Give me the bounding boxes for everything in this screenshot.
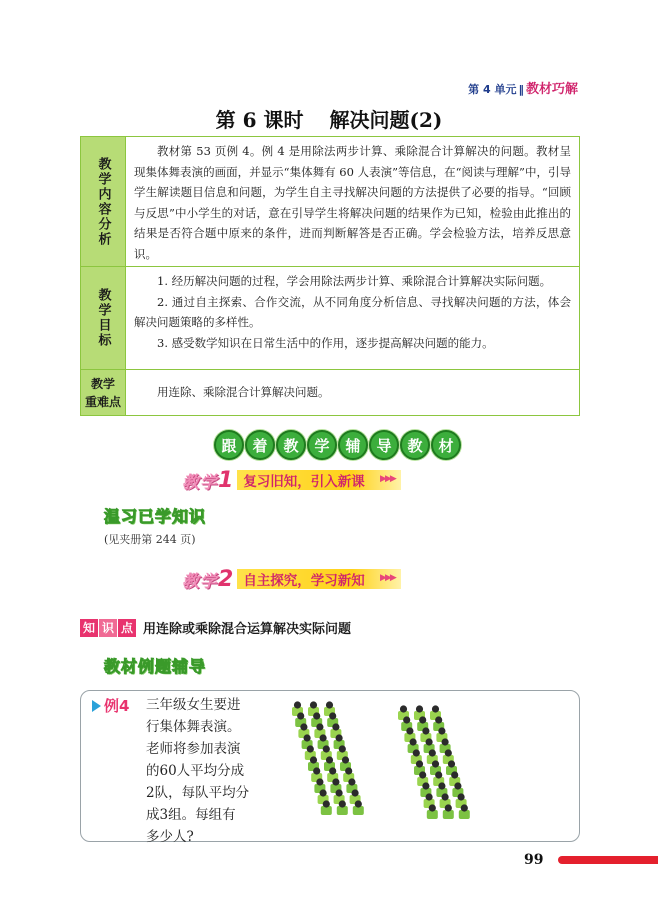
dancer-head (445, 804, 452, 811)
dancer-head (458, 793, 465, 800)
section-logo: 教学 (182, 472, 218, 493)
dancer-head (410, 738, 417, 745)
row-label-line: 重难点 (84, 394, 121, 409)
table-row-content-analysis (81, 137, 579, 266)
dancer-head (432, 705, 439, 712)
dancer-head (326, 756, 333, 763)
row-body (126, 267, 579, 369)
table-row-teaching-goals (81, 266, 579, 369)
dancer-head (316, 778, 323, 785)
dancer-head (339, 745, 346, 752)
column-label: 教材巧解 (525, 82, 578, 97)
section-bar (237, 470, 401, 490)
dancer-head (442, 738, 449, 745)
row-body (126, 137, 579, 266)
dancer-head (435, 771, 442, 778)
dancer-head (323, 800, 330, 807)
row-label-text (85, 375, 121, 411)
dancer-head (419, 771, 426, 778)
dancer-team-right (398, 705, 470, 819)
example-problem-text (146, 694, 286, 848)
example-number: 例4 (104, 697, 130, 715)
section-number: 2 (218, 566, 234, 592)
dancer-head (336, 789, 343, 796)
knowledge-point-text: 用连除或乘除混合运算解决实际问题 (143, 622, 352, 637)
knowledge-point (80, 618, 351, 637)
dancer-head (416, 760, 423, 767)
row-body (126, 370, 579, 415)
lesson-topic: 解决问题(2) (329, 108, 443, 132)
section-2-heading (182, 566, 401, 592)
review-note: (见夹册第 244 页) (104, 533, 196, 546)
double-arrow-icon: ▶▶▶ (380, 474, 395, 484)
row-label (81, 137, 126, 266)
table-row-key-points (81, 369, 579, 415)
badge-char: 知 (80, 619, 98, 637)
key-point-text: 用连除、乘除混合计算解决问题。 (157, 385, 330, 400)
dancer-head (342, 756, 349, 763)
play-triangle-icon (92, 700, 101, 712)
double-arrow-icon: ▶▶▶ (380, 573, 395, 583)
dancer-head (419, 716, 426, 723)
row-label (81, 267, 126, 369)
dancer-head (448, 760, 455, 767)
dancer-head (316, 723, 323, 730)
unit-label: 第 4 单元 (468, 83, 517, 96)
knowledge-point-badge (80, 619, 137, 637)
dancer-head (304, 734, 311, 741)
dancer-head (406, 727, 413, 734)
analysis-paragraph: 教材第 53 页例 4。例 4 是用除法两步计算、乘除混合计算解决的问题。教材呈现集体舞表演的画面，并显示“集体舞有 60 人表演”等信息，在“阅读与理解”中，引导学生解读题目信息和问题，为学生自主寻找解决问题的方法提供了必要的指导。“回顾与反思”中小学生的对话，意在引导学生将解决问题的结果作为已知，检验由此推出的结果是否符合题中原来的条件，进而判断解答是否正确。学会检验方法，培养反思意识。 (134, 144, 571, 261)
row-label-text: 教学目标 (95, 288, 111, 348)
dancer-head (432, 760, 439, 767)
section-number: 1 (218, 467, 234, 493)
dancer-head (313, 712, 320, 719)
dancer-team-left (292, 701, 364, 815)
dancer-head (400, 705, 407, 712)
dancer-head (323, 745, 330, 752)
badge-char: 识 (99, 619, 117, 637)
dancer-head (413, 749, 420, 756)
dancer-head (403, 716, 410, 723)
banner-char: 着 (245, 430, 275, 460)
dancer-head (435, 716, 442, 723)
row-label-line: 教学 (90, 376, 115, 391)
dancers-illustration (288, 696, 500, 836)
banner-char: 教 (400, 430, 430, 460)
dancer-head (438, 782, 445, 789)
dancer-head (320, 789, 327, 796)
banner-char: 学 (307, 430, 337, 460)
dancer-head (336, 734, 343, 741)
banner-char: 跟 (214, 430, 244, 460)
dancer-head (294, 701, 301, 708)
badge-char: 点 (118, 619, 136, 637)
dancer-head (416, 705, 423, 712)
dancer-head (310, 756, 317, 763)
dancer-head (422, 782, 429, 789)
dancer-head (426, 738, 433, 745)
dancer-head (438, 727, 445, 734)
dancer-head (442, 793, 449, 800)
goal-item: 3. 感受数学知识在日常生活中的作用，逐步提高解决问题的能力。 (157, 335, 494, 350)
dancer-head (300, 723, 307, 730)
dancer-head (307, 745, 314, 752)
dancer-head (345, 767, 352, 774)
example-line: 的60人平均分成 (146, 763, 245, 779)
dancer-head (320, 734, 327, 741)
dancer-head (332, 723, 339, 730)
banner-char: 材 (431, 430, 461, 460)
goal-item: 2. 通过自主探索、合作交流，从不同角度分析信息、寻找解决问题的方法，体会解决问题策略的多样性。 (134, 294, 571, 329)
goal-item: 1. 经历解决问题的过程，学会用除法两步计算、乘除混合计算解决实际问题。 (157, 274, 552, 288)
unit-tag (468, 78, 578, 97)
dancer-head (422, 727, 429, 734)
section-logo: 教学 (182, 571, 218, 592)
dancer-head (310, 701, 317, 708)
dancer-head (329, 767, 336, 774)
dancer-head (451, 771, 458, 778)
dancer-head (326, 701, 333, 708)
lesson-number: 第 6 课时 (215, 108, 304, 132)
dancer-head (429, 749, 436, 756)
row-label-text: 教学内容分析 (95, 156, 111, 247)
dancer-head (429, 804, 436, 811)
dancer-head (332, 778, 339, 785)
dancer-head (329, 712, 336, 719)
dancer-head (313, 767, 320, 774)
banner-char: 辅 (338, 430, 368, 460)
banner-char: 教 (276, 430, 306, 460)
dancer-head (297, 712, 304, 719)
dancer-head (426, 793, 433, 800)
page-number: 99 (524, 852, 544, 868)
follow-textbook-banner (214, 430, 461, 460)
section-title: 复习旧知，引入新课 (243, 474, 365, 490)
dancer-head (355, 800, 362, 807)
section-title: 自主探究，学习新知 (243, 573, 365, 589)
example-line: 老师将参加表演 (146, 741, 241, 757)
unit-separator: ‖ (518, 83, 524, 96)
example-line: 行集体舞表演。 (146, 719, 241, 735)
example-guidance-heading: 教材例题辅导 (104, 657, 207, 676)
section-bar (237, 569, 401, 589)
example-label (92, 695, 129, 716)
dancer-head (339, 800, 346, 807)
dancer-head (352, 789, 359, 796)
section-1-heading (182, 467, 401, 493)
example-line: 成3组。每组有 (146, 807, 236, 823)
example-line: 多少人? (146, 829, 194, 845)
footer-bar (558, 856, 658, 864)
example-line: 2队，每队平均分 (146, 785, 250, 801)
dancer-head (445, 749, 452, 756)
dancer-head (461, 804, 468, 811)
lesson-analysis-table (80, 136, 580, 416)
dancer-head (454, 782, 461, 789)
dancer-head (348, 778, 355, 785)
row-label (81, 370, 126, 415)
example-line: 三年级女生要进 (146, 697, 241, 713)
lesson-title (0, 104, 658, 133)
review-heading: 温习已学知识 (104, 507, 207, 526)
banner-char: 导 (369, 430, 399, 460)
